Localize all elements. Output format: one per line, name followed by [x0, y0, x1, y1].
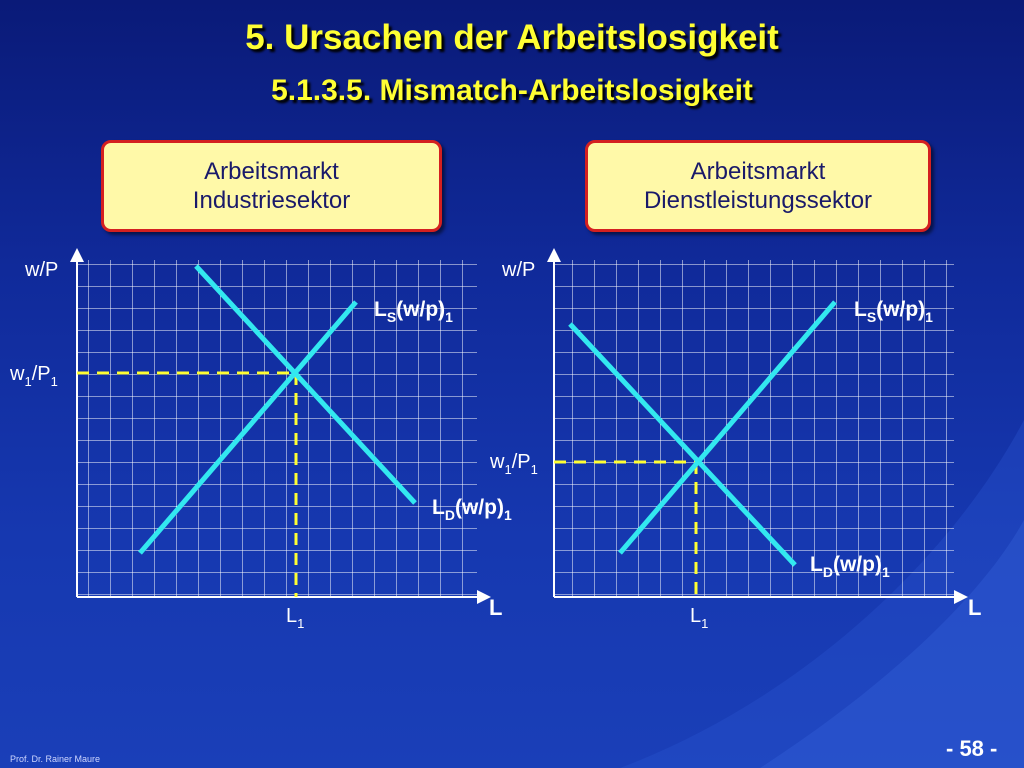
left-demand-label: $L_D(w/p)_1$	[432, 496, 512, 523]
left-supply-label: $L_S(w/p)_1$	[374, 298, 453, 325]
box-right-line2: Dienstleistungssektor	[643, 187, 873, 214]
right-supply-label: $L_S(w/p)_1$	[854, 298, 933, 325]
left-diagram	[9, 248, 512, 631]
left-y-axis-label: w/P	[25, 259, 59, 281]
page-number: - 58 -	[946, 736, 998, 761]
footer-author: Prof. Dr. Rainer Maure	[10, 754, 101, 764]
right-y-axis-label: w/P	[502, 259, 536, 281]
left-eq-wage-label: $w_1/P_1$	[10, 363, 58, 389]
right-diagram	[489, 248, 981, 631]
box-left-line2: Industriesektor	[192, 187, 351, 214]
right-x-arrow	[954, 590, 968, 604]
right-eq-wage-label: $w_1/P_1$	[490, 451, 538, 477]
slide-subtitle: 5.1.3.5. Mismatch-Arbeitslosigkeit	[271, 74, 753, 107]
box-right-line1: Arbeitsmarkt	[690, 158, 826, 185]
right-y-arrow	[547, 248, 561, 262]
box-left-line1: Arbeitsmarkt	[204, 158, 339, 185]
right-eq-quantity-label: $L_1$	[690, 605, 709, 631]
right-demand-label: $L_D(w/p)_1$	[810, 553, 890, 580]
slide-title: 5. Ursachen der Arbeitslosigkeit	[245, 18, 779, 57]
right-x-axis-label: L	[968, 595, 982, 620]
left-y-arrow	[70, 248, 84, 262]
left-eq-quantity-label: $L_1$	[286, 605, 305, 631]
left-x-axis-label: L	[489, 595, 503, 620]
